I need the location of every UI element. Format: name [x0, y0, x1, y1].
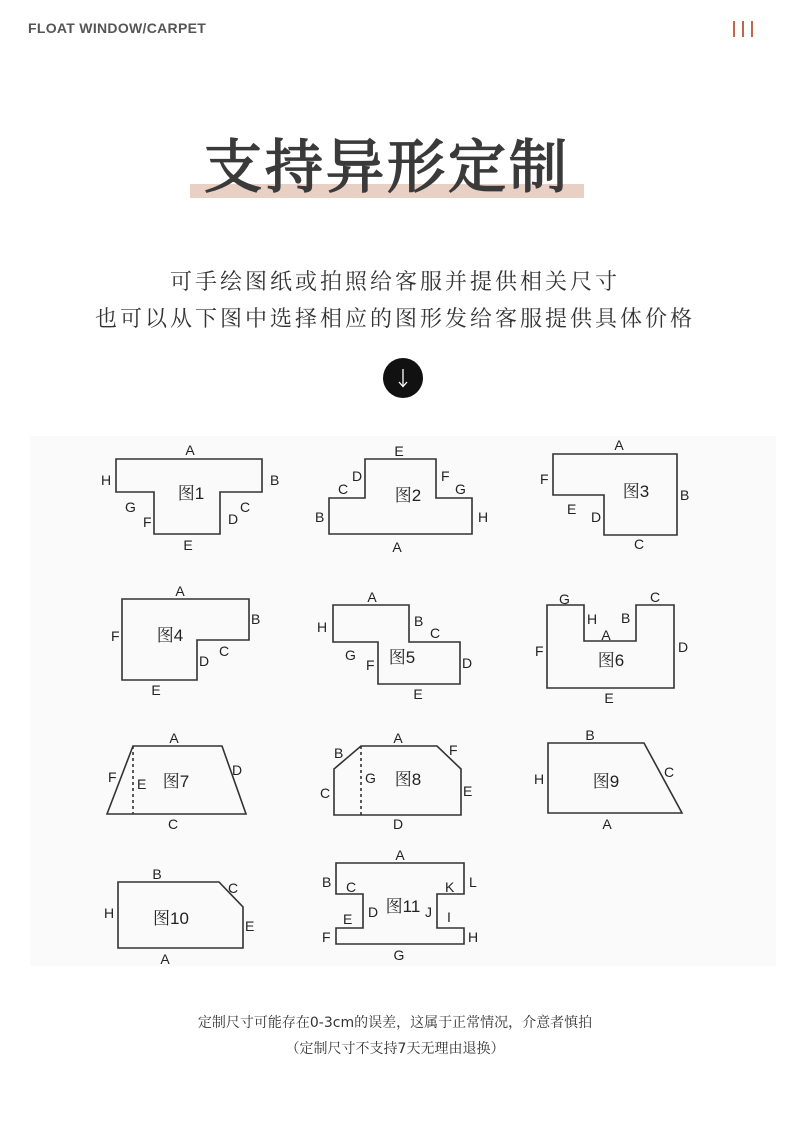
shape-outline-5 — [333, 605, 460, 684]
fig4-letter-D: D — [199, 653, 210, 669]
fig11-letter-G: G — [393, 947, 405, 963]
subtitle-line-1: 可手绘图纸或拍照给客服并提供相关尺寸 — [169, 270, 620, 295]
brand-label: FLOAT WINDOW/CARPET — [28, 20, 207, 36]
fig11-letter-E: E — [343, 911, 353, 927]
fig2-label: 图2 — [394, 486, 422, 505]
fig6-letter-B: B — [621, 610, 631, 626]
fig7-letter-E: E — [137, 776, 147, 792]
fig11-letter-H: H — [468, 929, 479, 945]
fig4-label: 图4 — [156, 626, 184, 645]
fig6-letter-A: A — [601, 627, 611, 643]
fig10-letter-A: A — [160, 951, 170, 967]
return-policy-note: （定制尺寸不支持7天无理由退换） — [285, 1041, 505, 1057]
fig11-letter-I: I — [447, 909, 451, 925]
fig4-letter-F: F — [111, 628, 120, 644]
fig5-letter-E: E — [413, 686, 423, 702]
fig4-letter-E: E — [151, 682, 161, 698]
fig11-label: 图11 — [385, 897, 421, 916]
fig7-letter-F: F — [108, 769, 117, 785]
fig9-label: 图9 — [592, 772, 620, 791]
fig1-letter-D: D — [228, 511, 239, 527]
fig7-letter-C: C — [167, 816, 179, 832]
fig1-letter-A: A — [185, 442, 195, 458]
fig10-letter-B: B — [152, 866, 162, 882]
fig10-letter-C: C — [228, 880, 239, 896]
fig6-letter-H: H — [587, 611, 598, 627]
fig8-letter-D: D — [392, 816, 404, 832]
fig4-letter-A: A — [175, 583, 185, 599]
fig4-letter-B: B — [251, 611, 261, 627]
fig6-label: 图6 — [597, 651, 625, 670]
fig8-letter-G: G — [365, 770, 376, 786]
fig11-letter-A: A — [395, 847, 405, 863]
fig2-letter-H: H — [478, 509, 489, 525]
fig2-letter-G: G — [455, 481, 466, 497]
fig1-letter-F: F — [143, 514, 152, 530]
fig3-letter-F: F — [540, 471, 549, 487]
fig1-letter-B: B — [270, 472, 280, 488]
tolerance-note: 定制尺寸可能存在0-3cm的误差，这属于正常情况，介意者慎拍 — [197, 1015, 593, 1031]
shape-outline-4 — [122, 599, 249, 680]
fig5-letter-B: B — [414, 613, 424, 629]
fig1-letter-H: H — [101, 472, 112, 488]
fig5-letter-D: D — [462, 655, 473, 671]
fig8-letter-F: F — [449, 742, 458, 758]
fig3-letter-B: B — [680, 487, 690, 503]
fig11-letter-C: C — [346, 879, 357, 895]
fig9-letter-H: H — [534, 771, 545, 787]
fig11-letter-K: K — [445, 879, 455, 895]
fig2-letter-C: C — [338, 481, 349, 497]
fig10-label: 图10 — [153, 909, 189, 928]
fig8-letter-A: A — [393, 730, 403, 746]
fig2-letter-B: B — [315, 509, 325, 525]
fig11-letter-B: B — [322, 874, 332, 890]
fig1-label: 图1 — [177, 484, 205, 503]
fig7-letter-D: D — [232, 762, 243, 778]
fig2-letter-D: D — [352, 468, 363, 484]
fig1-letter-G: G — [125, 499, 136, 515]
fig3-letter-A: A — [614, 437, 624, 453]
fig9-letter-C: C — [664, 764, 675, 780]
fig5-letter-G: G — [345, 647, 356, 663]
fig6-letter-F: F — [535, 643, 544, 659]
fig8-label: 图8 — [394, 770, 422, 789]
fig2-letter-F: F — [441, 468, 450, 484]
fig8-letter-C: C — [320, 785, 331, 801]
fig8-letter-B: B — [334, 745, 344, 761]
fig4-letter-C: C — [219, 643, 230, 659]
fig1-letter-E: E — [183, 537, 193, 553]
fig11-letter-L: L — [469, 874, 477, 890]
fig2-letter-E: E — [394, 443, 404, 459]
fig7-label: 图7 — [162, 772, 190, 791]
fig5-letter-C: C — [430, 625, 441, 641]
fig2-letter-A: A — [392, 539, 402, 555]
fig6-letter-G: G — [559, 591, 570, 607]
page-title: 支持异形定制 — [203, 133, 570, 201]
fig6-letter-E: E — [604, 690, 614, 706]
fig5-letter-H: H — [317, 619, 328, 635]
fig3-letter-E: E — [567, 501, 577, 517]
fig3-letter-C: C — [633, 536, 645, 552]
fig7-letter-A: A — [169, 730, 179, 746]
shape-outline-3 — [553, 454, 677, 535]
fig5-label: 图5 — [388, 648, 416, 667]
shape-outline-6 — [547, 605, 674, 688]
fig9-letter-A: A — [602, 816, 612, 832]
fig10-letter-E: E — [245, 918, 255, 934]
fig11-letter-F: F — [322, 929, 331, 945]
fig5-letter-F: F — [366, 657, 375, 673]
fig3-letter-D: D — [591, 509, 602, 525]
fig1-letter-C: C — [240, 499, 251, 515]
fig11-letter-D: D — [368, 904, 379, 920]
fig8-letter-E: E — [463, 783, 473, 799]
fig10-letter-H: H — [104, 905, 115, 921]
fig6-letter-D: D — [678, 639, 689, 655]
subtitle-line-2: 也可以从下图中选择相应的图形发给客服提供具体价格 — [94, 307, 695, 332]
fig6-letter-C: C — [650, 589, 661, 605]
fig11-letter-J: J — [425, 904, 432, 920]
fig5-letter-A: A — [367, 589, 377, 605]
fig3-label: 图3 — [622, 482, 650, 501]
fig9-letter-B: B — [585, 727, 595, 743]
